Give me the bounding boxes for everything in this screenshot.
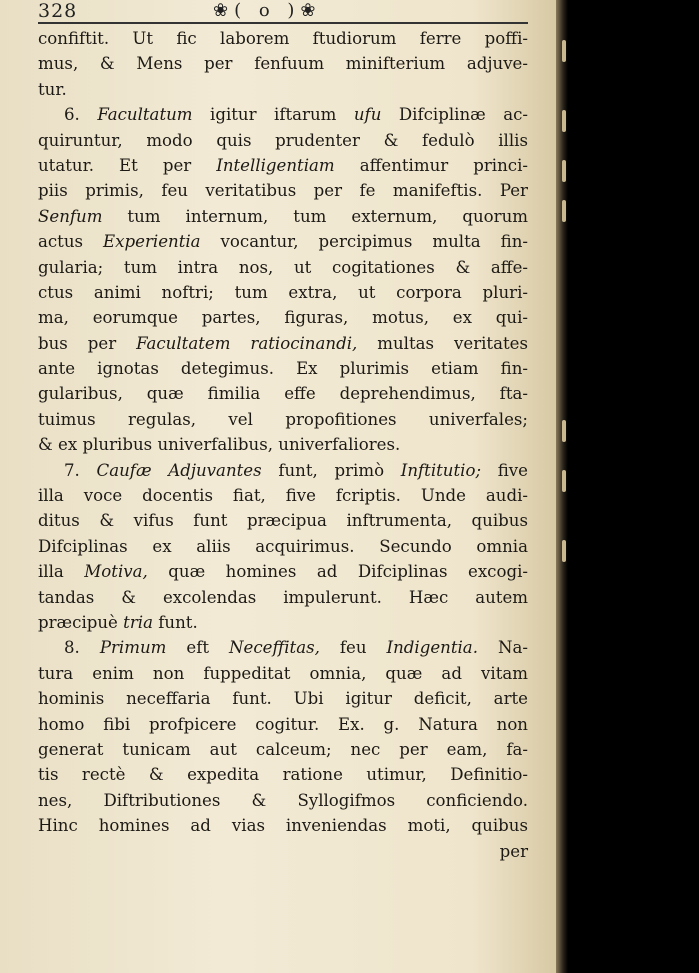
- text-segment: affentimur princi-: [334, 155, 529, 175]
- page-header: [38, 0, 538, 26]
- text-line: [38, 331, 528, 356]
- text-line: [38, 635, 528, 660]
- text-line: [38, 51, 528, 76]
- text-segment: tis rectè & expedita ratione utimur, Definitio-: [38, 765, 528, 785]
- text-segment: multas veritates: [357, 333, 528, 353]
- italic-text: Motiva,: [84, 562, 148, 582]
- text-segment: Difciplinæ ac-: [381, 105, 529, 125]
- text-line: [38, 788, 528, 813]
- text-segment: piis primis, feu veritatibus per fe manifeftis. Per: [38, 181, 528, 201]
- italic-text: Neceffitas,: [229, 638, 320, 658]
- text-line: [38, 381, 528, 406]
- text-segment: actus: [38, 232, 104, 252]
- text-line: [38, 204, 528, 229]
- text-segment: quæ homines ad Difciplinas excogi-: [147, 562, 528, 582]
- text-segment: Hinc homines ad vias inveniendas moti, quibus: [38, 816, 528, 836]
- italic-text: Primum: [99, 638, 167, 658]
- text-segment: ctus animi noftri; tum extra, ut corpora pluri-: [38, 282, 528, 302]
- italic-text: Indigentia.: [386, 638, 478, 658]
- text-segment: five: [481, 460, 529, 480]
- text-line: [38, 661, 528, 686]
- page-body-text: [38, 26, 528, 864]
- text-segment: gularibus, quæ fimilia effe deprehendimus, fta-: [38, 384, 528, 404]
- text-segment: nes, Diftributiones & Syllogifmos conficiendo.: [38, 790, 528, 810]
- header-ornament: ❀( o )❀: [213, 0, 322, 21]
- text-line: [38, 610, 528, 635]
- italic-text: tria: [123, 612, 153, 632]
- text-line: [38, 407, 528, 432]
- text-segment: 8.: [64, 638, 100, 658]
- text-line: [38, 432, 528, 457]
- text-segment: funt, primò: [261, 460, 401, 480]
- text-line: [38, 102, 528, 127]
- text-line: [38, 483, 528, 508]
- text-line: [38, 762, 528, 787]
- text-line: [38, 839, 528, 864]
- italic-text: Inftitutio;: [400, 460, 482, 480]
- text-line: [38, 178, 528, 203]
- text-line: [38, 559, 528, 584]
- text-line: [38, 229, 528, 254]
- text-segment: tuimus regulas, vel propofitiones univerfales;: [38, 409, 528, 429]
- text-line: [38, 686, 528, 711]
- text-segment: mus, & Mens per fenfuum minifterium adjuve-: [38, 54, 528, 74]
- text-segment: illa: [38, 562, 85, 582]
- text-segment: funt.: [152, 612, 198, 632]
- text-segment: & ex pluribus univerfalibus, univerfaliores.: [38, 435, 401, 455]
- text-segment: confiftit. Ut fic laborem ftudiorum ferre poffi-: [38, 29, 528, 48]
- text-line: [38, 153, 528, 178]
- text-line: [38, 255, 528, 280]
- italic-text: Facultatem ratiocinandi,: [136, 333, 358, 353]
- text-segment: ditus & vifus funt præcipua inftrumenta, quibus: [38, 511, 528, 531]
- italic-text: Caufæ Adjuvantes: [96, 460, 262, 480]
- text-line: [38, 26, 528, 51]
- text-segment: Na-: [477, 638, 528, 658]
- text-segment: tura enim non fuppeditat omnia, quæ ad vitam: [38, 663, 528, 683]
- text-segment: tandas & excolendas impulerunt. Hæc autem: [38, 587, 528, 607]
- text-line: [38, 280, 528, 305]
- italic-text: Experientia: [103, 232, 201, 252]
- text-line: [38, 508, 528, 533]
- text-line: [38, 356, 528, 381]
- italic-text: Facultatum: [97, 105, 193, 125]
- text-segment: igitur iftarum: [192, 105, 354, 125]
- text-segment: ante ignotas detegimus. Ex plurimis etiam fin-: [38, 359, 528, 379]
- text-segment: præcipuè: [38, 612, 124, 632]
- text-segment: gularia; tum intra nos, ut cogitationes & affe-: [38, 257, 528, 277]
- page-number: 328: [38, 0, 78, 22]
- text-line: [38, 737, 528, 762]
- italic-text: Intelligentiam: [216, 155, 335, 175]
- text-segment: eft: [166, 638, 230, 658]
- text-segment: illa voce docentis fiat, five fcriptis. Unde audi-: [38, 486, 528, 506]
- text-segment: utatur. Et per: [38, 155, 217, 175]
- text-line: [38, 712, 528, 737]
- header-rule: [38, 22, 528, 24]
- text-line: [38, 458, 528, 483]
- text-segment: Difciplinas ex aliis acquirimus. Secundo omnia: [38, 536, 528, 556]
- text-line: [38, 534, 528, 559]
- text-segment: tur.: [38, 79, 67, 99]
- text-segment: quiruntur, modo quis prudenter & fedulò illis: [38, 130, 528, 150]
- text-segment: 7.: [64, 460, 97, 480]
- text-segment: hominis neceffaria funt. Ubi igitur deficit, arte: [38, 689, 528, 709]
- italic-text: Senfum: [38, 206, 103, 226]
- text-segment: tum internum, tum externum, quorum: [102, 206, 528, 226]
- text-segment: feu: [319, 638, 387, 658]
- text-segment: homo fibi profpicere cogitur. Ex. g. Natura non: [38, 714, 528, 734]
- text-segment: bus per: [38, 333, 137, 353]
- text-segment: 6.: [64, 105, 98, 125]
- text-segment: per: [499, 841, 528, 861]
- italic-text: ufu: [353, 105, 382, 125]
- text-segment: ma, eorumque partes, figuras, motus, ex qui-: [38, 308, 528, 328]
- text-segment: vocantur, percipimus multa fin-: [200, 232, 528, 252]
- text-line: [38, 813, 528, 838]
- text-line: [38, 77, 528, 102]
- text-line: [38, 128, 528, 153]
- facing-page-edge: [560, 0, 568, 973]
- text-line: [38, 305, 528, 330]
- text-segment: generat tunicam aut calceum; nec per eam, fa-: [38, 739, 528, 759]
- text-line: [38, 585, 528, 610]
